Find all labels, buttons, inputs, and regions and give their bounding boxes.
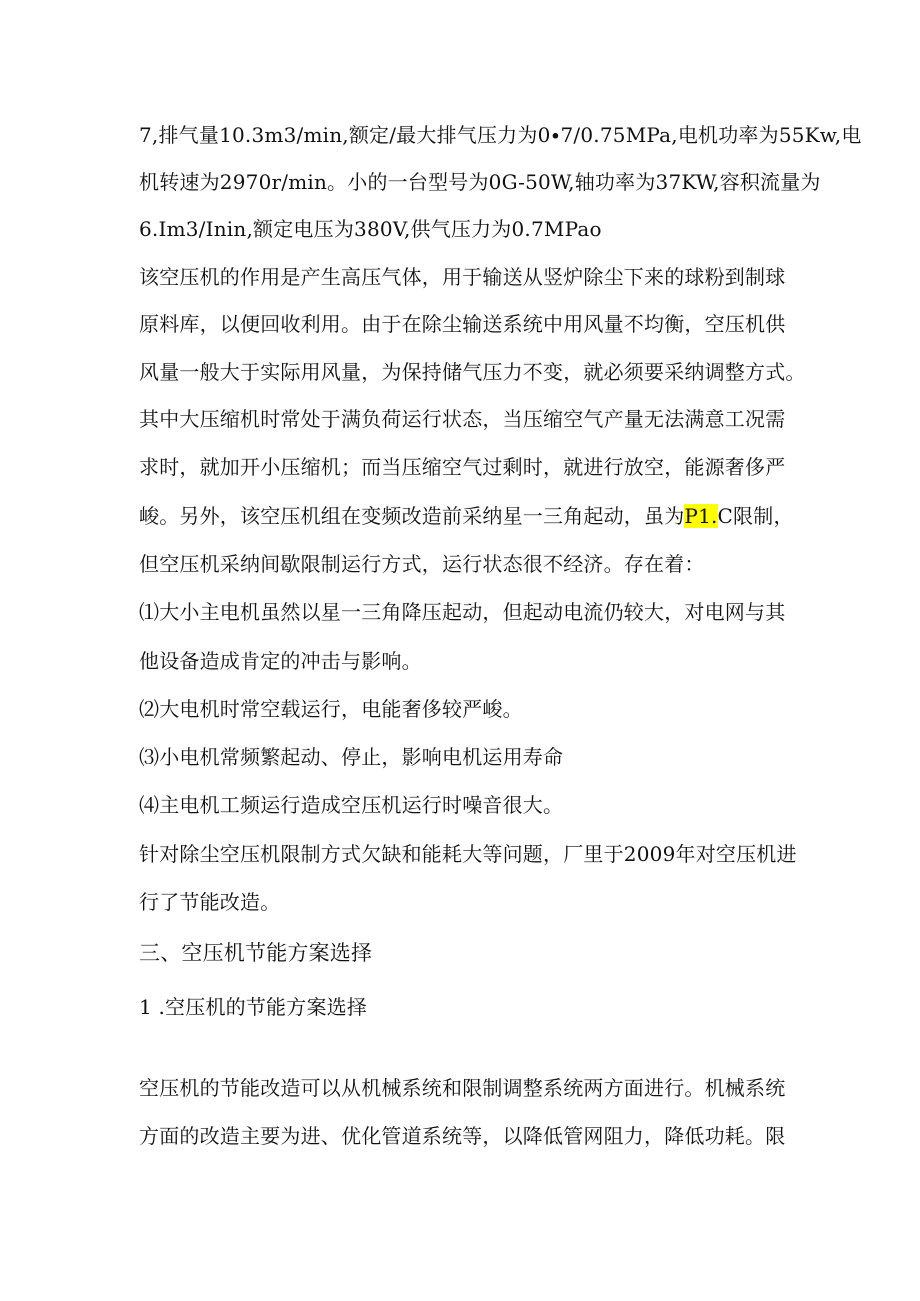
paragraph-2-line-2: 原料库，以便回收利用。由于在除尘输送系统中用风量不均衡，空压机供 — [139, 312, 786, 336]
list-item-3: ⑶小电机常频繁起动、停止，影响电机运用寿命 — [139, 745, 564, 769]
paragraph-2-line-5: 求时，就加开小压缩机；而当压缩空气过剩时，就进行放空，能源奢侈严 — [139, 455, 786, 479]
paragraph-2-line-4: 其中大压缩机时常处于满负荷运行状态，当压缩空气产量无法满意工况需 — [139, 407, 786, 431]
line-6-text-after: C限制， — [717, 504, 794, 528]
paragraph-1-line-1: 7,排气量10.3m3∕min,额定/最大排气压力为0∙7/0.75MPa,电机功率为55Kw,电 — [139, 123, 862, 147]
paragraph-3-line-2: 行了节能改造。 — [139, 890, 281, 914]
paragraph-1-line-3: 6.Im3∕Inin,额定电压为380V,供气压力为0.7MPao — [139, 217, 602, 241]
list-item-1-line-1: ⑴大小主电机虽然以星一三角降压起动，但起动电流仍较大，对电网与其 — [139, 600, 786, 624]
line-6-text-before: 峻。另外，该空压机组在变频改造前采纳星一三角起动，虽为 — [139, 504, 685, 528]
paragraph-4-line-1: 空压机的节能改造可以从机械系统和限制调整系统两方面进行。机械系统 — [139, 1076, 786, 1100]
paragraph-2-line-6 — [139, 504, 794, 528]
paragraph-2-line-7: 但空压机采纳间歇限制运行方式，运行状态很不经济。存在着： — [139, 552, 705, 576]
paragraph-4-line-2: 方面的改造主要为进、优化管道系统等，以降低管网阻力，降低功耗。限 — [139, 1124, 786, 1148]
list-item-2: ⑵大电机时常空载运行，电能奢侈较严峻。 — [139, 697, 523, 721]
paragraph-3-line-1: 针对除尘空压机限制方式欠缺和能耗大等问题，厂里于2009年对空压机进 — [139, 842, 797, 866]
list-item-4: ⑷主电机工频运行造成空压机运行时噪音很大。 — [139, 793, 564, 817]
paragraph-2-line-1: 该空压机的作用是产生高压气体，用于输送从竖炉除尘下来的球粉到制球 — [139, 265, 786, 289]
highlighted-text: P1. — [684, 504, 718, 528]
paragraph-2-line-3: 风量一般大于实际用风量，为保持储气压力不变，就必须要采纳调整方式。 — [139, 360, 806, 384]
subsection-heading: 1 .空压机的节能方案选择 — [139, 995, 368, 1019]
section-heading: 三、空压机节能方案选择 — [139, 941, 373, 965]
paragraph-1-line-2: 机转速为2970r∕min。小的一台型号为0G-50W,轴功率为37KW,容积流量为 — [139, 170, 821, 194]
list-item-1-line-2: 他设备造成肯定的冲击与影响。 — [139, 649, 422, 673]
